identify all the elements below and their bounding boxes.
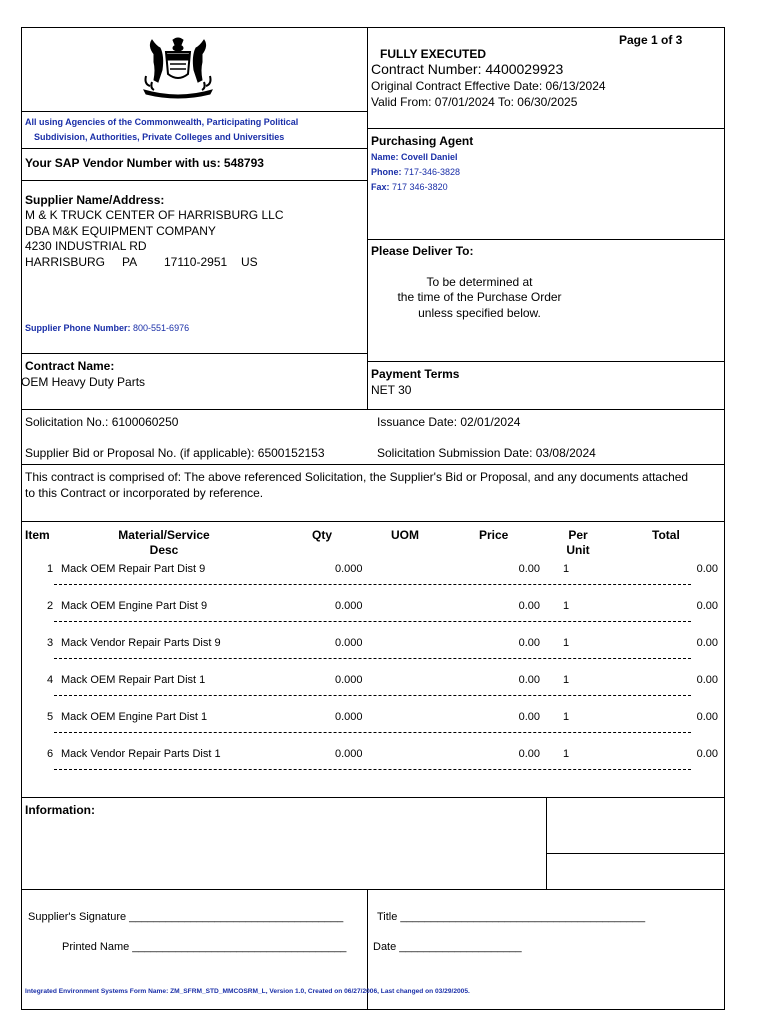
deliver-to-title: Please Deliver To:	[371, 244, 474, 258]
row-separator	[54, 584, 691, 585]
item-number: 1	[47, 563, 54, 575]
item-qty: 0.000	[335, 563, 363, 575]
agent-fax-value: 717 346-3820	[392, 182, 448, 192]
divider	[367, 128, 725, 129]
valid-dates: Valid From: 07/01/2024 To: 06/30/2025	[371, 95, 578, 109]
divider	[367, 361, 725, 362]
divider	[21, 111, 367, 112]
row-separator	[54, 621, 691, 622]
divider	[21, 797, 725, 798]
payment-terms-value: NET 30	[371, 383, 412, 397]
col-header-qty: Qty	[312, 528, 333, 542]
agent-phone	[371, 167, 460, 177]
supplier-label: Supplier Name/Address:	[25, 193, 165, 207]
solicitation-number: Solicitation No.: 6100060250	[25, 415, 179, 429]
item-number: 4	[47, 674, 54, 686]
col-header-unit: Unit	[566, 543, 590, 557]
supplier-country: US	[241, 255, 258, 269]
agent-phone-label: Phone:	[371, 167, 402, 177]
supplier-phone	[25, 323, 189, 333]
divider	[21, 353, 367, 354]
commonwealth-seal-icon	[140, 36, 216, 100]
supplier-zip: 17110-2951	[164, 255, 228, 269]
item-qty: 0.000	[335, 674, 363, 686]
item-total: 0.00	[696, 600, 718, 612]
divider	[21, 889, 725, 890]
item-number: 3	[47, 637, 54, 649]
row-separator	[54, 658, 691, 659]
issuance-date: Issuance Date: 02/01/2024	[377, 415, 521, 429]
supplier-state: PA	[122, 255, 138, 269]
col-header-price: Price	[479, 528, 509, 542]
agencies-line1: All using Agencies of the Commonwealth, Participating Political	[25, 117, 299, 127]
item-price: 0.00	[518, 637, 540, 649]
col-header-desc2: Desc	[149, 543, 179, 557]
page-number: Page 1 of 3	[619, 33, 683, 47]
status-label: FULLY EXECUTED	[380, 47, 487, 61]
item-per: 1	[563, 637, 570, 649]
payment-terms-label: Payment Terms	[371, 367, 460, 381]
supplier-city: HARRISBURG	[25, 255, 106, 269]
sap-vendor-number: Your SAP Vendor Number with us: 548793	[25, 156, 264, 170]
divider	[21, 464, 725, 465]
original-effective-date: Original Contract Effective Date: 06/13/2024	[371, 79, 606, 93]
agent-name-value: Covell Daniel	[401, 152, 458, 162]
item-total: 0.00	[696, 711, 718, 723]
item-per: 1	[563, 674, 570, 686]
item-qty: 0.000	[335, 748, 363, 760]
agent-fax	[371, 182, 448, 192]
item-qty: 0.000	[335, 637, 363, 649]
item-price: 0.00	[518, 674, 540, 686]
information-label: Information:	[25, 803, 95, 817]
divider	[21, 409, 725, 410]
contract-name-value: OEM Heavy Duty Parts	[21, 375, 146, 389]
printed-name-line[interactable]: Printed Name ___________________________________	[62, 941, 347, 953]
vertical-divider-top	[367, 27, 368, 410]
item-number: 5	[47, 711, 54, 723]
agent-name-label: Name:	[371, 152, 399, 162]
supplier-phone-label: Supplier Phone Number:	[25, 323, 131, 333]
divider	[21, 521, 725, 522]
agent-name	[371, 152, 458, 162]
col-header-item: Item	[25, 528, 50, 542]
supplier-phone-value: 800-551-6976	[133, 323, 190, 333]
col-header-uom: UOM	[391, 528, 419, 542]
form-footer: Integrated Environment Systems Form Name: ZM_SFRM_STD_MMCOSRM_L, Version 1.0, Created on 06/27/2006, Last changed on 03/29/2005.	[25, 988, 470, 995]
item-price: 0.00	[518, 600, 540, 612]
supplier-street: 4230 INDUSTRIAL RD	[25, 239, 147, 253]
contract-name-label: Contract Name:	[25, 359, 115, 373]
supplier-name: M & K TRUCK CENTER OF HARRISBURG LLC	[25, 208, 284, 222]
item-total: 0.00	[696, 748, 718, 760]
item-price: 0.00	[518, 563, 540, 575]
date-line[interactable]: Date ____________________	[373, 941, 522, 953]
col-header-per: Per	[568, 528, 588, 542]
deliver-line2: the time of the Purchase Order	[397, 290, 562, 304]
row-separator	[54, 732, 691, 733]
item-desc: Mack OEM Engine Part Dist 1	[61, 711, 208, 723]
item-number: 2	[47, 600, 54, 612]
divider	[21, 180, 367, 181]
comprised-line2: to this Contract or incorporated by reference.	[25, 486, 264, 500]
item-total: 0.00	[696, 637, 718, 649]
supplier-bid-number: Supplier Bid or Proposal No. (if applicable): 6500152153	[25, 446, 325, 460]
comprised-line1: This contract is comprised of: The above referenced Solicitation, the Supplier's Bid or Proposal, and any documents attached	[25, 470, 689, 484]
col-header-desc1: Material/Service	[118, 528, 210, 542]
item-desc: Mack OEM Engine Part Dist 9	[61, 600, 208, 612]
supplier-dba: DBA M&K EQUIPMENT COMPANY	[25, 224, 216, 238]
item-total: 0.00	[696, 563, 718, 575]
contract-number: Contract Number: 4400029923	[371, 61, 564, 77]
item-number: 6	[47, 748, 54, 760]
deliver-line1: To be determined at	[426, 275, 533, 289]
submission-date: Solicitation Submission Date: 03/08/2024	[377, 446, 596, 460]
item-total: 0.00	[696, 674, 718, 686]
divider	[367, 239, 725, 240]
item-desc: Mack Vendor Repair Parts Dist 1	[61, 748, 221, 760]
agent-fax-label: Fax:	[371, 182, 390, 192]
deliver-line3: unless specified below.	[418, 306, 541, 320]
supplier-signature-line[interactable]: Supplier's Signature ___________________________________	[28, 911, 344, 923]
item-desc: Mack Vendor Repair Parts Dist 9	[61, 637, 221, 649]
purchasing-agent-title: Purchasing Agent	[371, 134, 474, 148]
item-desc: Mack OEM Repair Part Dist 9	[61, 563, 206, 575]
divider	[546, 853, 725, 854]
col-header-total: Total	[652, 528, 680, 542]
item-price: 0.00	[518, 711, 540, 723]
agent-phone-value: 717-346-3828	[404, 167, 461, 177]
item-per: 1	[563, 600, 570, 612]
item-desc: Mack OEM Repair Part Dist 1	[61, 674, 206, 686]
item-qty: 0.000	[335, 600, 363, 612]
title-line[interactable]: Title ________________________________________	[377, 911, 646, 923]
item-qty: 0.000	[335, 711, 363, 723]
item-per: 1	[563, 563, 570, 575]
item-per: 1	[563, 748, 570, 760]
info-divider	[546, 797, 547, 889]
divider	[21, 148, 367, 149]
agencies-line2: Subdivision, Authorities, Private Colleges and Universities	[34, 132, 285, 142]
item-price: 0.00	[518, 748, 540, 760]
row-separator	[54, 769, 691, 770]
item-per: 1	[563, 711, 570, 723]
row-separator	[54, 695, 691, 696]
